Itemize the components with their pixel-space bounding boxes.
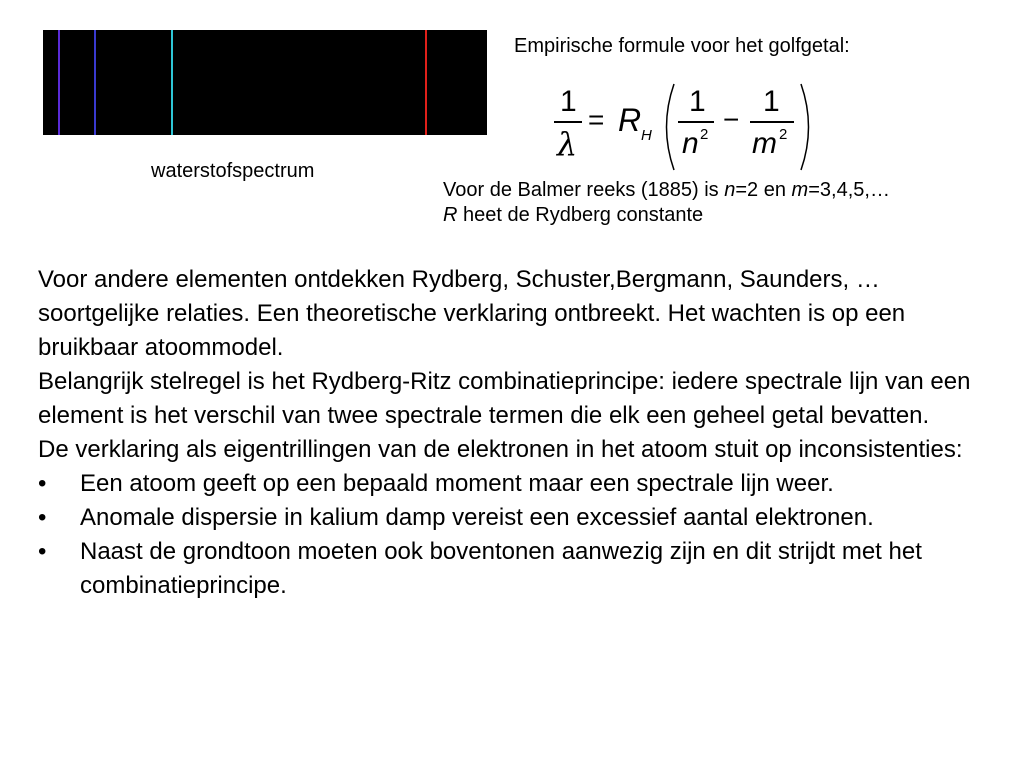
lhs-numerator: 1 — [560, 85, 577, 118]
term2-fraction-bar — [750, 121, 794, 123]
bullet-marker: • — [38, 470, 47, 497]
rydberg-subscript: H — [641, 127, 652, 144]
lhs-denominator: λ — [557, 125, 578, 163]
formula-title: Empirische formule voor het golfgetal: — [514, 35, 850, 57]
rydberg-constant-line: R heet de Rydberg constante — [443, 204, 704, 226]
spectral-line-red — [425, 30, 427, 135]
term2-denominator-exponent: 2 — [779, 126, 788, 143]
rydberg-formula — [552, 82, 822, 172]
term2-numerator: 1 — [763, 85, 780, 118]
equals-sign: = — [588, 104, 605, 135]
bullet-marker: • — [38, 504, 47, 531]
bullet-item: • Anomale dispersie in kalium damp vereist een excessief aantal elektronen. — [38, 501, 978, 535]
left-parenthesis — [656, 82, 678, 172]
term1-numerator: 1 — [689, 85, 706, 118]
bullet-item: • Naast de grondtoon moeten ook boventonen aanwezig zijn en dit strijdt met het combinatieprincipe. — [38, 535, 978, 603]
r-variable: R — [443, 204, 458, 226]
balmer-notes — [443, 178, 890, 228]
paragraph-inconsistencies: De verklaring als eigentrillingen van de elektronen in het atoom stuit op inconsistenties: — [38, 436, 963, 463]
balmer-series-line: Voor de Balmer reeks (1885) is n=2 en m=3,4,5,… — [443, 179, 890, 201]
term1-denominator-exponent: 2 — [700, 126, 709, 143]
term1-fraction-bar — [678, 121, 714, 123]
bullet-item: • Een atoom geeft op een bepaald moment maar een spectrale lijn weer. — [38, 467, 978, 501]
term2-denominator-base: m — [752, 127, 777, 160]
hydrogen-spectrum-image — [43, 30, 487, 135]
m-variable: m — [791, 179, 809, 201]
spectral-line-cyan — [171, 30, 173, 135]
rydberg-symbol: R — [618, 102, 642, 138]
n-variable: n — [724, 179, 736, 201]
bullet-marker: • — [38, 538, 47, 565]
paragraph-rydberg-relations: Voor andere elementen ontdekken Rydberg, Schuster,Bergmann, Saunders, … soortgelijke relaties. Een theoretische verklaring ontbreekt. Het wachten is op een bruikbaar atoommodel. — [38, 266, 906, 361]
spectral-line-indigo — [94, 30, 96, 135]
paragraph-rydberg-ritz: Belangrijk stelregel is het Rydberg-Ritz combinatieprincipe: iedere spectrale lijn van een element is het verschil van twee spectrale termen die elk een geheel getal bevatten. — [38, 368, 971, 429]
lhs-fraction-bar — [554, 121, 582, 123]
right-parenthesis — [797, 82, 819, 172]
main-text — [38, 263, 978, 603]
spectral-line-violet — [58, 30, 60, 135]
term1-denominator-base: n — [682, 127, 699, 160]
minus-sign: − — [723, 104, 740, 135]
spectrum-caption: waterstofspectrum — [151, 160, 315, 182]
